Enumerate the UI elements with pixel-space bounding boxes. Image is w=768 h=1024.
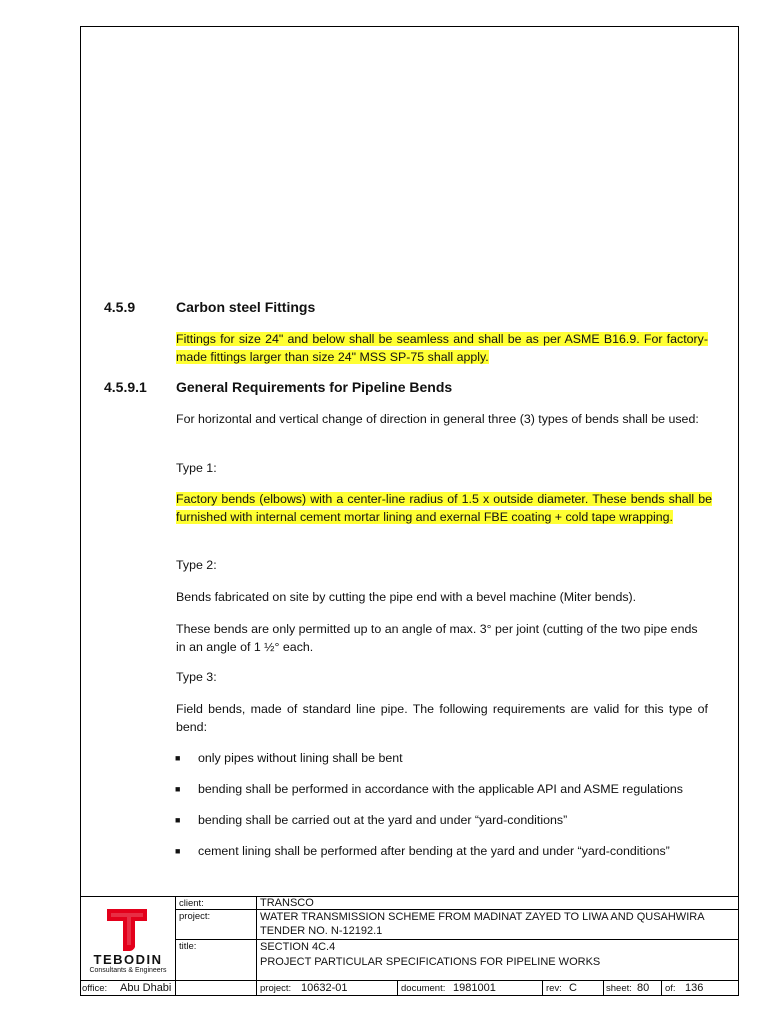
project-label: project: [179,911,211,922]
title-value-line2: PROJECT PARTICULAR SPECIFICATIONS FOR PIPELINE WORKS [260,956,601,968]
project-number-label: project: [260,983,292,994]
project-number-value: 10632-01 [301,982,348,994]
type2-paragraph-1: Bends fabricated on site by cutting the pipe end with a bevel machine (Miter bends). [176,590,637,604]
of-label: of: [665,983,676,994]
intro-paragraph: For horizontal and vertical change of direction in general three (3) types of bends shall be used: [176,412,699,426]
client-value: TRANSCO [260,897,314,909]
list-item: cement lining shall be performed after bending at the yard and under “yard-conditions” [198,844,670,858]
list-item: bending shall be performed in accordance with the applicable API and ASME regulations [198,782,683,796]
section-paragraph: Fittings for size 24" and below shall be seamless and shall be as per ASME B16.9. For factory-made fittings larger than size 24" MSS SP-75 shall apply. [176,332,708,364]
project-value-line2: TENDER NO. N-12192.1 [260,925,383,937]
section-number: 4.5.9 [104,299,136,315]
of-value: 136 [685,982,704,994]
tebodin-logo-icon [105,907,149,951]
logo-subtitle: Consultants & Engineers [89,967,167,974]
office-value: Abu Dhabi [120,982,172,994]
type2-label: Type 2: [176,558,217,572]
title-value-line1: SECTION 4C.4 [260,941,336,953]
logo-name: TEBODIN [93,952,163,967]
section-title: Carbon steel Fittings [176,299,316,315]
rev-label: rev: [546,983,562,994]
type3-paragraph: Field bends, made of standard line pipe. The following requirements are valid for this type of bend: [176,702,708,734]
list-item: only pipes without lining shall be bent [198,751,403,765]
project-value-line1: WATER TRANSMISSION SCHEME FROM MADINAT ZAYED TO LIWA AND QUSAHWIRA [260,911,705,923]
bullet-icon: ■ [175,815,181,825]
type2-paragraph-2: These bends are only permitted up to an angle of max. 3° per joint (cutting of the two pipe ends in an angle of 1 ½° each. [176,622,698,654]
document-value: 1981001 [453,982,496,994]
sheet-value: 80 [637,982,650,994]
type1-label: Type 1: [176,461,217,475]
client-label: client: [179,898,204,909]
bullet-icon: ■ [175,753,181,763]
bullet-icon: ■ [175,846,181,856]
type3-label: Type 3: [176,670,217,684]
office-label: office: [82,983,108,994]
title-label: title: [179,941,197,952]
sheet-label: sheet: [606,983,632,994]
subsection-title: General Requirements for Pipeline Bends [176,379,453,395]
subsection-number: 4.5.9.1 [104,379,147,395]
document-label: document: [401,983,446,994]
list-item: bending shall be carried out at the yard and under “yard-conditions” [198,813,568,827]
bullet-icon: ■ [175,784,181,794]
rev-value: C [569,982,577,994]
title-block [80,896,739,996]
type1-paragraph: Factory bends (elbows) with a center-line radius of 1.5 x outside diameter. These bends shall be furnished with internal cement mortar lining and exernal FBE coating + cold tape wrapping. [176,492,712,524]
